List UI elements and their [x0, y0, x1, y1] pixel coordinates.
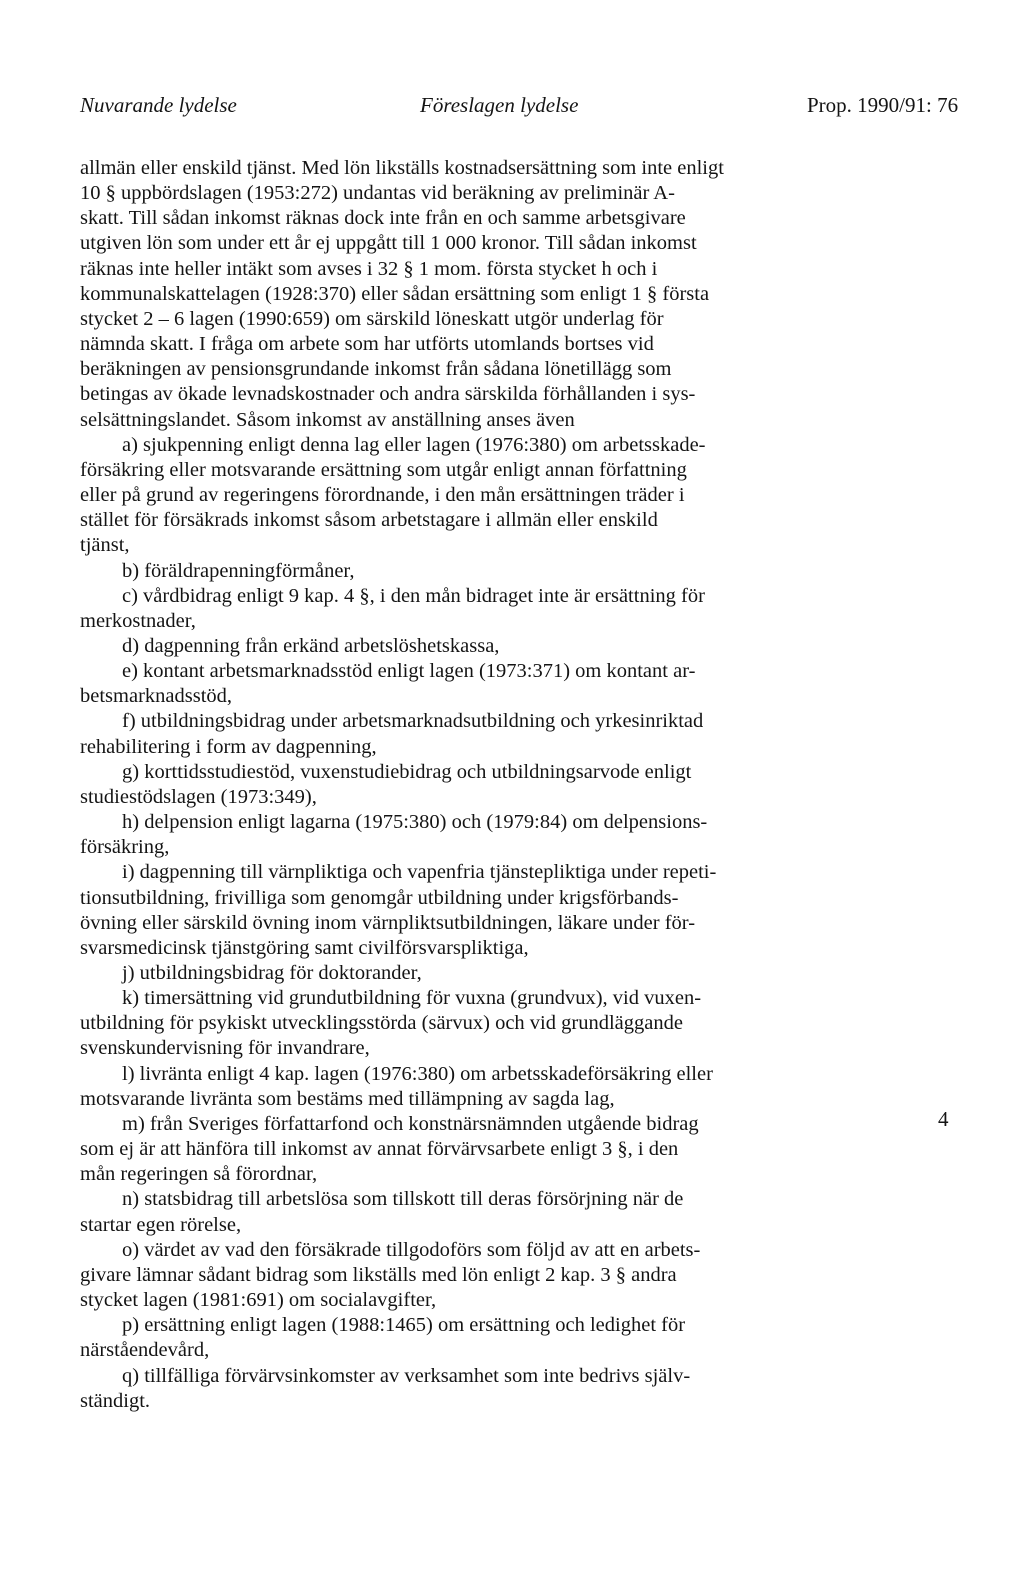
body-text [80, 156, 730, 1414]
list-item-l: l) livränta enligt 4 kap. lagen (1976:380) om arbetsskadeförsäkring eller motsvarande livränta som bestäms med tillämpning av sagda lag, [80, 1062, 713, 1110]
list-item-c: c) vårdbidrag enligt 9 kap. 4 §, i den mån bidraget inte är ersättning för merkostnader, [80, 584, 705, 632]
list-item-p: p) ersättning enligt lagen (1988:1465) om ersättning och ledighet för närståendevård, [80, 1314, 686, 1362]
list-item-q: q) tillfälliga förvärvsinkomster av verksamhet som inte bedrivs själv- ständigt. [80, 1364, 691, 1412]
list-item-a: a) sjukpenning enligt denna lag eller lagen (1976:380) om arbetsskade- försäkring eller motsvarande ersättning som utgår enligt annan författning eller på grund av regeringens förordnande, i den mån ersättningen träder i stället för försäkrads inkomst såsom arbetstagare i allmän eller enskild tjänst, [80, 433, 706, 557]
list-item-i: i) dagpenning till värnpliktiga och vapenfria tjänstepliktiga under repeti- tionsutbildning, frivilliga som genomgår utbildning under krigsförbands- övning eller särskild övning inom värnpliktsutbildningen, läkare under för- svarsmedicinsk tjänstgöring samt civilförsvarspliktiga, [80, 861, 717, 959]
list-item-f: f) utbildningsbidrag under arbetsmarknadsutbildning och yrkesinriktad rehabilitering i form av dagpenning, [80, 710, 704, 758]
list-item-o: o) värdet av vad den försäkrade tillgodoförs som följd av att en arbets- givare lämnar sådant bidrag som likställs med lön enligt 2 kap. 3 § andra stycket lagen (1981:691) om socialavgifter, [80, 1238, 701, 1312]
header-current-wording: Nuvarande lydelse [80, 93, 237, 117]
list-item-b: b) föräldrapenningförmåner, [122, 559, 355, 582]
list-item-d: d) dagpenning från erkänd arbetslöshetskassa, [122, 634, 500, 657]
list-item-j: j) utbildningsbidrag för doktorander, [122, 962, 422, 984]
list-item-n: n) statsbidrag till arbetslösa som tillskott till deras försörjning när de startar egen rörelse, [80, 1188, 684, 1236]
margin-note: 4 [938, 1107, 949, 1131]
header-proposed-wording: Föreslagen lydelse [420, 93, 579, 117]
list-item-e: e) kontant arbetsmarknadsstöd enligt lagen (1973:371) om kontant ar- betsmarknadsstöd, [80, 660, 696, 708]
list-item-h: h) delpension enligt lagarna (1975:380) och (1979:84) om delpensions- försäkring, [80, 811, 708, 859]
list-item-k: k) timersättning vid grundutbildning för vuxna (grundvux), vid vuxen- utbildning för psykiskt utvecklingsstörda (särvux) och vid grundläggande svenskundervisning för invandrare, [80, 987, 702, 1060]
list-item-m: m) från Sveriges författarfond och konstnärsnämnden utgående bidrag som ej är att hänföra till inkomst av annat förvärvsarbete enligt 3 §, i den mån regeringen så förordnar, [80, 1112, 699, 1186]
list-item-g: g) korttidsstudiestöd, vuxenstudiebidrag och utbildningsarvode enligt studiestödslagen (1973:349), [80, 760, 692, 808]
header-proposition-number: Prop. 1990/91: 76 [807, 93, 959, 117]
intro-paragraph: allmän eller enskild tjänst. Med lön likställs kostnadsersättning som inte enligt 10 § uppbördslagen (1953:272) undantas vid beräkning av preliminär A- skatt. Till sådan inkomst räknas dock inte från en och samme arbetsgivare utgiven lön som under ett år ej uppgått till 1 000 kronor. Till sådan inkomst räknas inte heller intäkt som avses i 32 § 1 mom. första stycket h och i kommunalskattelagen (1928:370) eller sådan ersättning som enligt 1 § första stycket 2 – 6 lagen (1990:659) om särskild löneskatt utgör underlag för nämnda skatt. I fråga om arbete som har utförts utomlands bortses vid beräkningen av pensionsgrundande inkomst från sådana lönetillägg som betingas av ökade levnadskostnader och andra särskilda förhållanden i sys- selsättningslandet. Såsom inkomst av anställning anses även [80, 157, 724, 431]
